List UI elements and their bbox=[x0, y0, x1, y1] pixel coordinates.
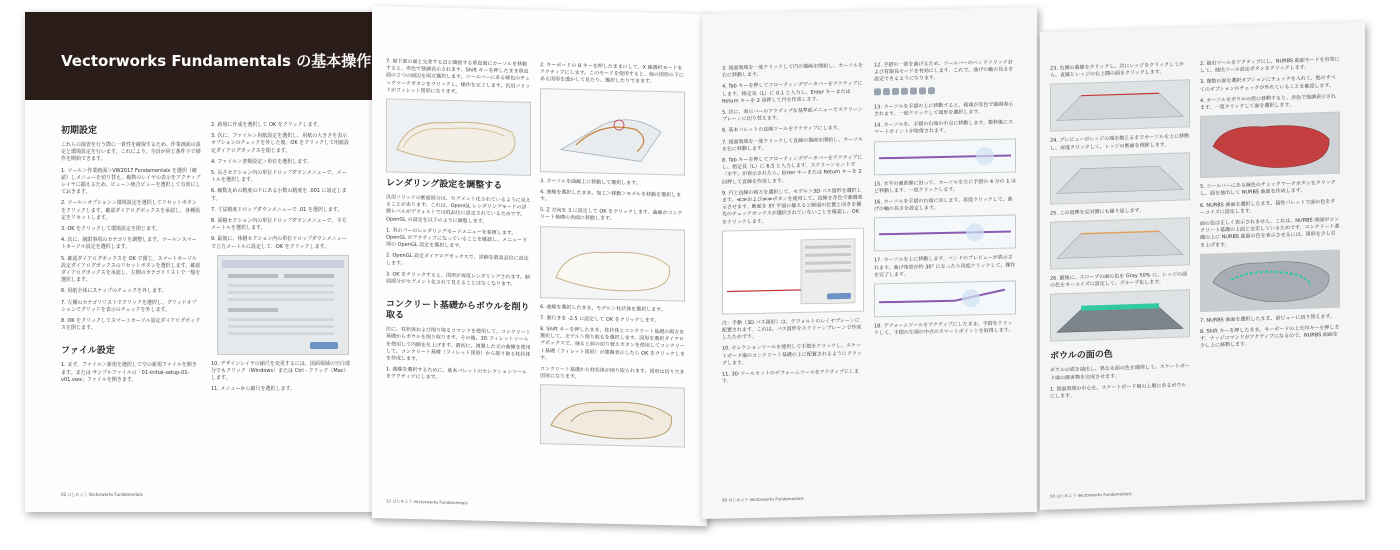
step: 8. Tab キーを押してフローティングデータバーをアクティブにし、指定長（L）に 6.5 と入力します。スクリーンヒントで「水平」が表示されたら、Enter キーまたは Return キーを 2 回押して直線を作成します。 bbox=[722, 154, 863, 186]
xray-mode-illustration bbox=[541, 89, 684, 174]
page-1-left-column bbox=[61, 120, 201, 388]
step: 7. 奥行きを -2.5 に設定して OK をクリックします。 bbox=[540, 314, 660, 324]
page-4 bbox=[1040, 22, 1365, 510]
step: 1. ツール＞作業画面＞VW2017 Fundamentals を選択（確認）しメニューを切り替え、複数のレイヤの表示をアクティブレイヤに揃えるため、ビュー＞統合ビューを選択して有効にしておきます。 bbox=[61, 167, 201, 196]
page-2-left-column bbox=[386, 58, 531, 388]
step: 3. OK をクリックすると、図形が再度レンダリングされます。断面部分がセグメント化されて見えることはなくなります。 bbox=[386, 271, 531, 288]
page-1-right-column bbox=[211, 122, 351, 398]
step: 14. カーソルを、手摺の右端の中点に移動します。数秒後にスマートポイントが取得されます。 bbox=[874, 119, 1013, 136]
step: 1. 曲線を選択するために、基本パレットのセレクションツールをアクティブにします。 bbox=[386, 366, 528, 382]
ledge-illustration bbox=[1051, 291, 1189, 341]
step: 3. OK をクリックして環境設定を閉じます。 bbox=[61, 226, 161, 233]
step: 6. 縮数丸めの精度の下にある小数の精度を .001 に設定します。 bbox=[211, 188, 347, 202]
section-intro: これらの演習を行う際に一貫性を確保するため、作業画面の設定と環境設定を行います。これにより、全員が同じ条件下で操作を開始できます。 bbox=[61, 142, 201, 163]
page-footer: 02 はじめよう Vectorworks Fundamentals bbox=[61, 492, 143, 497]
step: 9. 円と直線の両方を選択して、モデル＞3D パス図形を選択します。≪≫および≫≫ボタンを使用して、直線を赤色で強調表示させます。断面を XY 平面に揃えると断面の位置と向きを優先のチェックボックスが選択されていないことを確認し、OK をクリックします。 bbox=[722, 187, 863, 226]
step: 4. 曲線を選択したまま、加工＞移動＞モデルを移動を選択します。 bbox=[540, 188, 682, 203]
section-body: 次に、柱状体および削り取るコマンドを使用して、コンクリート基礎からボウルを削り取ります。その後、3D フィレットツールを使用して内側を仕上げます。最初に、複製した元の曲線を使用して、コンクリート基礎（フィレット図形）から削り取る柱状体を作成します。 bbox=[386, 326, 531, 363]
step: 8. Shift キーを押したまま、柱状体とコンクリート基礎の両方を選択して、モデル＞削り取るを選択します。図形を選択ダイアログボックスで、抽ると前の切り替えボタンを使用してコンクリート基礎（フィレット図形）が強調表示したら OK をクリックします。 bbox=[540, 326, 685, 362]
path-dialog-illustration bbox=[723, 228, 863, 313]
step: 8. Shift キーを押したまま、キーボードの上矢印キーを押します。ナッジコマンドがアクティブになるので、NURBS 曲面を少し上に移動します。 bbox=[1200, 324, 1340, 350]
step: 8. OK をクリックしてスマートカーソル設定ダイアログボックスを閉じます。 bbox=[61, 318, 201, 332]
rail-figure-1 bbox=[874, 138, 1016, 175]
toolbar-mode-icon bbox=[919, 87, 926, 94]
toolbar-mode-icon bbox=[892, 87, 899, 94]
fillet-solid-figure bbox=[386, 98, 531, 176]
step: 4. 次に、制限事項のカテゴリを調整します。ツール＞スマートカーソル設定を選択します。 bbox=[61, 237, 197, 251]
section-heading-bowl-color: ボウルの面の色 bbox=[1050, 350, 1113, 363]
toolbar-mode-icon bbox=[901, 87, 908, 94]
step: 4. ファイル＞書類設定＞単位を選択します。 bbox=[211, 158, 312, 165]
curve-moved-figure bbox=[540, 226, 685, 302]
step: 6. NURBS 曲面を選択したまま、属性パレットで面の色をターコイズに設定します。 bbox=[1200, 198, 1336, 216]
section-heading-file-setup: ファイル設定 bbox=[61, 346, 115, 357]
page-2 bbox=[372, 6, 707, 526]
subtracted-solid-illustration bbox=[541, 386, 684, 447]
page-3-left-column bbox=[722, 63, 864, 390]
step: 8. 面積セクション内の単位ドロップダウンメニューで、平方メートルを選択します。 bbox=[211, 218, 347, 232]
step: 9. 最後に、体積セクション内の単位ドロップダウンメニューで立方メートルに設定して、OK をクリックします。 bbox=[211, 236, 347, 250]
rail-illustration bbox=[875, 216, 1015, 251]
step: 11. メニューから縮尺を選択します。 bbox=[211, 386, 296, 393]
step: 5. Z 方向を 3 に設定して OK をクリックします。曲線がコンクリート基礎の表面に移動します。 bbox=[540, 207, 683, 223]
step: 13. カーソルを手摺の上に移動すると、両端が赤色で強調表示されます。一度クリックして図形を選択します。 bbox=[874, 101, 1014, 118]
step: 4. カーソルをボウルの底に移動すると、赤色で強調表示されます。一度クリックして面を選択します。 bbox=[1200, 93, 1337, 111]
step: 7. 左側のカテゴリリストでクリックを選択し、グリッドオプションでグリッドを表示のチェックを外します。 bbox=[61, 299, 197, 313]
step: 7. 図面領域を一度クリックして直線の描画を開始し、カーソルを右に移動します。 bbox=[722, 136, 863, 153]
nurbs-surface-illustration bbox=[1201, 250, 1339, 310]
section-body: 面の色は正しく表示されません。これは、NURBS 曲面がコンクリート基礎の上面と交差しているためです。コンクリート基礎の上に NURBS 曲面の色を表示させるには、図形を少し引き上げます。 bbox=[1200, 216, 1340, 249]
note: 注：手動（3D パス図形）は、デフォルトのレイヤプレーンに配置されます。これは、パス図形をスクリーンプレーンで作成したためです。 bbox=[722, 317, 862, 341]
path-dialog-figure bbox=[722, 227, 864, 314]
ledge-figure-3 bbox=[1050, 217, 1190, 269]
page-1-header-band bbox=[25, 12, 377, 100]
page-footer: 90 はじめよう Vectorworks Fundamentals bbox=[722, 495, 804, 503]
toolbar-mode-icon bbox=[910, 87, 917, 94]
curve-moved-illustration bbox=[541, 227, 684, 300]
rail-illustration bbox=[875, 139, 1015, 174]
ledge-illustration bbox=[1051, 218, 1189, 268]
step: 2. OpenGL 設定ダイアログボックスで、詳細を最高品位に設定します。 bbox=[386, 252, 529, 267]
step: 16. カーソルを手摺の右端に戻します。再度クリックして、曲げの軸の長さを設定します。 bbox=[874, 196, 1013, 213]
rail-figure-3 bbox=[874, 280, 1016, 317]
step: 6. 基本パレットの直線ツールをアクティブにします。 bbox=[722, 125, 843, 135]
step: 2. ツール＞オプション＞環境設定を選択してリセットボタンをクリックします。確認ダイアログボックスを承認し、各種設定をリセットします。 bbox=[61, 200, 201, 221]
step: 7. NURBS 曲面を選択したまま、前ビューに切り替えます。 bbox=[1200, 313, 1335, 324]
step: 10. セレクションツールを使用して手摺をクリックし、スケートボード場のコンクリート基礎の上に配置されるようにドラッグします。 bbox=[722, 343, 862, 367]
step: 2. 抽出ツールをアクティブにし、NURBS 曲面モードを有効にして、抽出ツール設定ボタンをクリックします。 bbox=[1200, 56, 1340, 75]
section-heading-initial-setup: 初期設定 bbox=[61, 126, 98, 136]
step: 3. カーソルを曲線上に移動して選択します。 bbox=[540, 177, 641, 187]
step: 18. デフォームツールをアクティブにしたまま、手摺をクリックして、手摺の左端の中点のスマートポイントを取得します。 bbox=[874, 320, 1014, 337]
step: 6. 曲線を選択したまま、モデル＞柱状体を選択します。 bbox=[540, 303, 666, 313]
step: 17. カーソルを上に移動します。ベンドのプレビューが表示されます。曲げ角度が約 30° になったら再度クリックして、操作を完了します。 bbox=[874, 254, 1016, 279]
section-body: 汎用ソリッドの断面部分は、セグメント化されているように見えることがあります。これは、OpenGL レンダリングモードの詳細レベルがデフォルトでは低品位に設定されているためです。OpenGL の設定を以下のように調整します。 bbox=[386, 194, 531, 225]
ledge-illustration bbox=[1051, 153, 1189, 203]
page-3-right-column bbox=[874, 59, 1016, 341]
nurbs-surface-figure bbox=[1200, 249, 1340, 311]
step: 12. 手摺の一部を曲げるため、ツールバーのベンドソリッドおよび有限長モードを有効にします。これで、曲げの軸の長さを設定できるようになります。 bbox=[874, 59, 1014, 83]
page-footer: 50 はじめよう Vectorworks Fundamentals bbox=[1050, 491, 1132, 499]
step: 24. プレビューがレッジの端を越えるまでカーソルを上に移動し、再度クリックして、レッジの断面を削除します。 bbox=[1050, 133, 1190, 152]
page-title: Vectorworks Fundamentals の基本操作 bbox=[61, 52, 372, 70]
toolbar-mode-icon bbox=[874, 88, 881, 95]
units-dialog-screenshot bbox=[217, 255, 349, 355]
deform-toolbar bbox=[874, 85, 1016, 98]
ledge-illustration bbox=[1051, 81, 1189, 131]
step: コンクリート基礎から柱状体が削り取られます。図形は切り欠き図形になります。 bbox=[540, 366, 685, 381]
xray-mode-figure bbox=[540, 88, 685, 176]
page-footer: 12 はじめよう Vectorworks Fundamentals bbox=[386, 498, 468, 506]
toolbar-mode-icon bbox=[928, 87, 935, 94]
step: 1. 図面領域の中心を、スケートボード場の上層にあるボウルにします。 bbox=[1050, 382, 1187, 400]
toolbar-mode-icon bbox=[883, 88, 890, 95]
page-2-right-column bbox=[540, 62, 685, 454]
step: 5. 確認ダイアログボックスを OK で閉じ、スマートカーソル設定ダイアログボックスのリセットボタンを選択します。確認ダイアログボックスを承認し、左側のカテゴリリストで一般を選択します。 bbox=[61, 255, 201, 284]
step: 10. デザインレイヤの縮尺を変更するには、図面領域の空白部分でもクリック（Windows）または Ctrl - クリック（Mac）します。 bbox=[211, 360, 350, 382]
step: 4. Tab キーを押してフローティングデータバーをアクティブにします。指定長（L）に 0.1 と入力し、Enter キーまたは Return キーを 2 回押して円を作成します。 bbox=[722, 81, 863, 105]
section-heading-bowl: コンクリート基礎からボウルを削り取る bbox=[386, 299, 530, 322]
dialog-illustration bbox=[218, 256, 348, 354]
step: 3. 次に、ファイル＞用紙設定を選択し、用紙の大きさを表示オプションのチェックを外した後、OK をクリックして用紙設定ダイアログボックスを閉じます。 bbox=[211, 133, 350, 154]
step: 1. まず、ファイル＞新規を選択して空の新規ファイルを開きます。または サンプルファイルの「01-initial-setup-01-v01.vwx」ファイルを開きます。 bbox=[61, 362, 197, 383]
step: 3. 図面領域を一度クリックして円の描画を開始し、カーソルを右に移動します。 bbox=[722, 62, 863, 79]
step: 26. 最後に、スロープの面の色を Gray 50% に、レッジの面の色をターコイズに設定して、グループ化します。 bbox=[1050, 271, 1188, 289]
step: 25. この処理を反対側にも繰り返します。 bbox=[1050, 207, 1145, 217]
step: 3. 複数の面を選択オプションにチェックを入れて、他のすべてのオプションのチェックが外れていることを確認します。 bbox=[1200, 75, 1336, 93]
rail-illustration bbox=[875, 281, 1015, 316]
step: 7. 扇下部の面と交差する辺と隣接する垂直面にカーソルを移動すると、赤色で強調表示されます。Shift キーを押したまま垂直面の２つの面辺を両方選択します。ツールバーにある緑色のチェックマークボタンをクリックし、操作を完了します。汎用ソリッドがフィレット図形になります。 bbox=[386, 58, 531, 95]
bowl-bottom-figure bbox=[1200, 112, 1340, 178]
section-body: ボウルの底を抽出し、異なる面の色を適用して、スケートボード場の障害物を完成させます。 bbox=[1050, 363, 1190, 382]
step: 1. 表示バーのレンダリングモードメニューを参照します。OpenGL がアクティブになっていることを確認し、メニュー下部の OpenGL 設定を選択します。 bbox=[386, 227, 528, 250]
step: 23. 右側の曲線をクリックし、次にレッジをクリックしてから、直線とレッジの右上隅の面をクリックします。 bbox=[1050, 61, 1185, 79]
subtracted-solid-figure bbox=[540, 385, 685, 449]
rail-figure-2 bbox=[874, 215, 1016, 252]
step: 7. 寸法精度ドロップダウンメニューで .01 を選択します。 bbox=[211, 206, 343, 213]
step: 2. キーボードの 8 キーを押したままにして、X 線選択モードをアクティブにします。このモードを使用すると、他の図形の下にある図形を透かして見たり、選択したりできます。 bbox=[540, 62, 684, 86]
step: 6. 用紙全体にスナップのチェックを外します。 bbox=[61, 288, 167, 295]
ledge-figure-1 bbox=[1050, 80, 1190, 132]
ledge-figure-4 bbox=[1050, 290, 1190, 342]
page-3 bbox=[702, 7, 1037, 519]
step: 2. 新規に作成を選択して OK をクリックします。 bbox=[211, 122, 323, 128]
step: 5. 長さセクション内の単位ドロップダウンメニューで、メートルを選択します。 bbox=[211, 170, 347, 184]
bowl-illustration bbox=[1201, 113, 1339, 177]
step: 11. 3D ツールセットのデフォームツールをアクティブにします。 bbox=[722, 368, 860, 385]
fillet-solid-illustration bbox=[387, 99, 530, 174]
section-heading-render-settings: レンダリング設定を調整する bbox=[386, 178, 503, 192]
page-1 bbox=[25, 12, 377, 512]
ledge-figure-2 bbox=[1050, 152, 1190, 204]
step: 5. ツールバーにある緑色のチェックマークボタンをクリックし、面を抽出して NURBS 曲面を作成します。 bbox=[1200, 179, 1336, 198]
step: 5. 次に、表示バーのアクティブな基準面メニューでスクリーンプレーンに切り替えます。 bbox=[722, 106, 863, 123]
step: 15. 水平の補助線に沿って、カーソルを左に手摺の 4 分の 1 ほど移動します。一度クリックします。 bbox=[874, 178, 1016, 195]
page-4-right-column bbox=[1200, 57, 1340, 355]
page-4-left-column bbox=[1050, 61, 1190, 405]
